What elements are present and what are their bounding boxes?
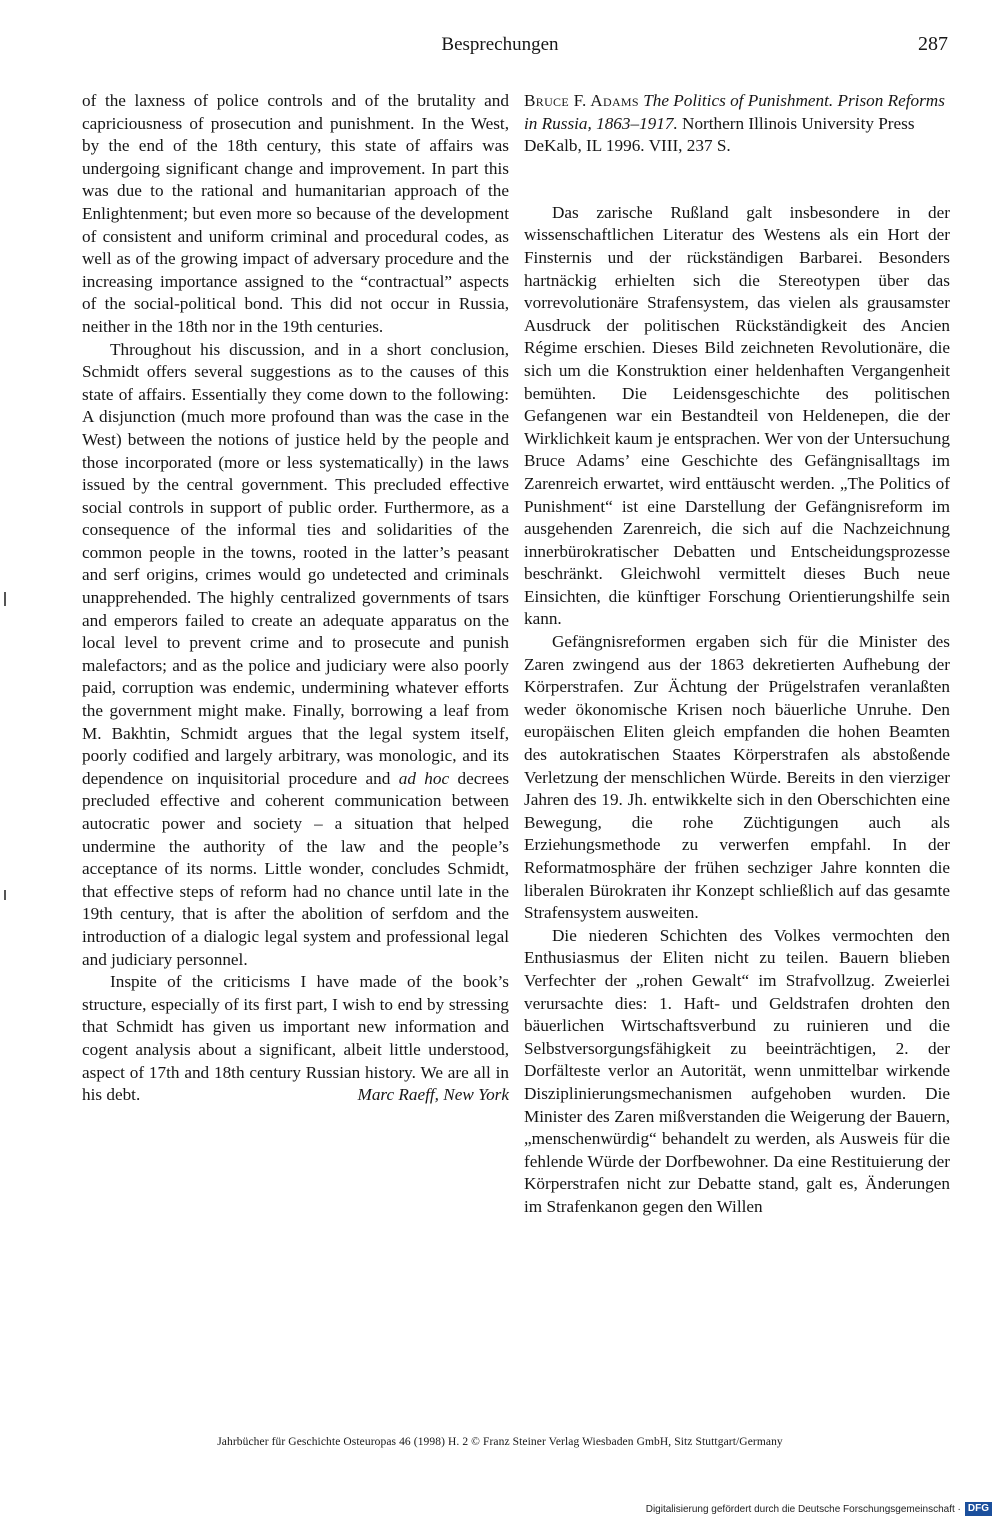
- book-publisher: Northern Illinois University Press DeKalb, IL 1996. VIII, 237 S.: [524, 113, 915, 156]
- dfg-logo: DFG: [965, 1502, 992, 1516]
- left-column: [82, 90, 509, 1107]
- paragraph-text: Throughout his discussion, and in a short conclusion, Schmidt offers several suggestions as to the causes of this state of affairs. Essentially they come down to the following: A disjunction (much more profound than was the case in the West) between the notions of justice held by the people and those incorporated (more or less systematically) in the laws issued by the central government. This precluded effective social controls in support of public order. Furthermore, as a consequence of the informal ties and solidarities of the common people in the towns, rooted in the latter’s peasant and serf origins, crimes would go undetected and criminals unapprehended. The highly centralized governments of tsars and emperors failed to create an adequate apparatus on the local level to prevent crime and to prosecute and punish malefactors; and as the police and judiciary were also poorly paid, corruption was endemic, undermining whatever efforts the government might make. Finally, borrowing a leaf from M. Bakhtin, Schmidt argues that the legal system itself, poorly codified and largely arbitrary, was monologic, and its dependence on inquisitorial procedure and: [82, 339, 509, 788]
- paragraph: Gefängnisreformen ergaben sich für die Minister des Zaren zwingend aus der 1863 dekretierten Aufhebung der Körperstrafen. Zur Ächtung der Prügelstrafen veranlaßten weder ökonomische Krisen noch bäuerliche Unruhe. Den europäischen Eliten gleich empfanden die hohen Beamten des autokratischen Staates Körperstrafen als abstoßende Verletzung der menschlichen Würde. Bereits in den vierziger Jahren des 19. Jh. entwikkelte sich in den Oberschichten eine Bewegung, die rohe Züchtigungen auch als Erziehungsmethode zu verwerfen empfahl. In der Reformatmosphäre der frühen sechziger Jahre konnten die liberalen Bürokraten ihr Konzept schließlich auf das gesamte Strafensystem ausweiten.: [524, 632, 950, 923]
- page-number: 287: [918, 33, 948, 55]
- book-reference: [524, 90, 950, 158]
- paragraph-text: decrees precluded effective and coherent communication between autocratic power and society – a situation that helped undermine the authority of the law and the people’s acceptance of its norms. Little wonder, concludes Schmidt, that effective steps of reform had no chance until late in the 19th century, that is after the abolition of serfdom and the introduction of a dialogic legal system and professional legal and judiciary personnel.: [82, 768, 510, 969]
- page-header-title: Besprechungen: [441, 34, 559, 55]
- margin-mark: [4, 592, 6, 606]
- paragraph: of the laxness of police controls and of the brutality and capriciousness of prosecution and punishment. In the West, by the end of the 18th century, this state of affairs was undergoing significant change and improvement. In part this was due to the rational and humanitarian approach of the Enlightenment; but even more so because of the development of consistent and uniform criminal and procedural codes, as well as of the growing impact of adversary procedure and the increasing importance assigned to the “contractual” aspects of the social-political bond. This did not occur in Russia, neither in the 18th nor in the 19th centuries.: [82, 91, 509, 336]
- book-author: Bruce F. Adams: [524, 91, 639, 110]
- closing-paragraph: [82, 971, 509, 1107]
- right-column: [524, 90, 950, 1219]
- running-head: [0, 34, 1000, 62]
- latin-phrase: ad hoc: [398, 768, 450, 788]
- digitization-note: Digitalisierung gefördert durch die Deutsche Forschungsgemeinschaft ·: [645, 1503, 961, 1515]
- margin-mark: [4, 890, 6, 900]
- digitization-credit: [646, 1502, 992, 1516]
- paragraph-text: Inspite of the criticisms I have made of the book’s structure, especially of its first part, I wish to end by stressing that Schmidt has given us important new information and cogent analysis about a significant, albeit little understood, aspect of 17th and 18th century Russian history. We are all in his debt.: [82, 972, 509, 1105]
- paragraph: [82, 339, 509, 972]
- reviewer-signature: Marc Raeff, New York: [357, 1085, 509, 1105]
- book-title: The Politics of Punishment. Prison Reforms in Russia, 1863–1917.: [524, 91, 945, 133]
- paragraph: Das zarische Rußland galt insbesondere in der wissenschaftlichen Literatur des Westens als ein Hort der Finsternis und der rückständigen Barbarei. Besonders hartnäckig erhielten sich die Stereotypen über das vorrevolutionäre Strafensystem, das vielen als grausamster Ausdruck der politischen Rückständigkeit des Ancien Régime erschien. Dieses Bild zeichneten Revolutionäre, die sich um die Konstruktion einer heldenhaften Vergangenheit bemühten. Die Leidensgeschichte des politischen Gefangenen war ein Bestandteil von Heldenepen, die der Wirklichkeit kaum je entsprachen. Wer von der Untersuchung Bruce Adams’ eine Geschichte des Gefängnisalltags im Zarenreich erwartet, wird enttäuscht werden. „The Politics of Punishment“ ist eine Darstellung der Gefängnisreform im ausgehenden Zarenreich, die sich auf die Nachzeichnung innerbürokratischer Debatten und Entscheidungsprozesse beschränkt. Gleichwohl vermittelt dieses Buch neue Einsichten, die künftiger Forschung Orientierungshilfe sein kann.: [524, 202, 950, 629]
- journal-citation: Jahrbücher für Geschichte Osteuropas 46 (1998) H. 2 © Franz Steiner Verlag Wiesbaden GmbH, Sitz Stuttgart/Germany: [217, 1436, 783, 1448]
- paragraph: Die niederen Schichten des Volkes vermochten den Enthusiasmus der Eliten nicht zu teilen. Bauern blieben Verfechter der „rohen Gewalt“ im Strafvollzug. Zweierlei verursachte dies: 1. Haft- und Geldstrafen drohten den bäuerlichen Wirtschaftsverbund zu ruinieren und die Selbstversorgungsfähigkeit zu beeinträchtigen, 2. der Dorfälteste verlor an Autorität, wenn unmittelbar wirkende Disziplinierungsmechanismen aufgehoben wurden. Die Minister des Zaren mißverstanden die Weigerung der Bauern, „menschenwürdig“ behandelt zu werden, als Ausweis für die fehlende Würde der Dorfbewohner. Da eine Restituierung der Körperstrafen nicht zur Debatte stand, galt es, Änderungen im Strafenkanon gegen den Willen: [524, 925, 950, 1216]
